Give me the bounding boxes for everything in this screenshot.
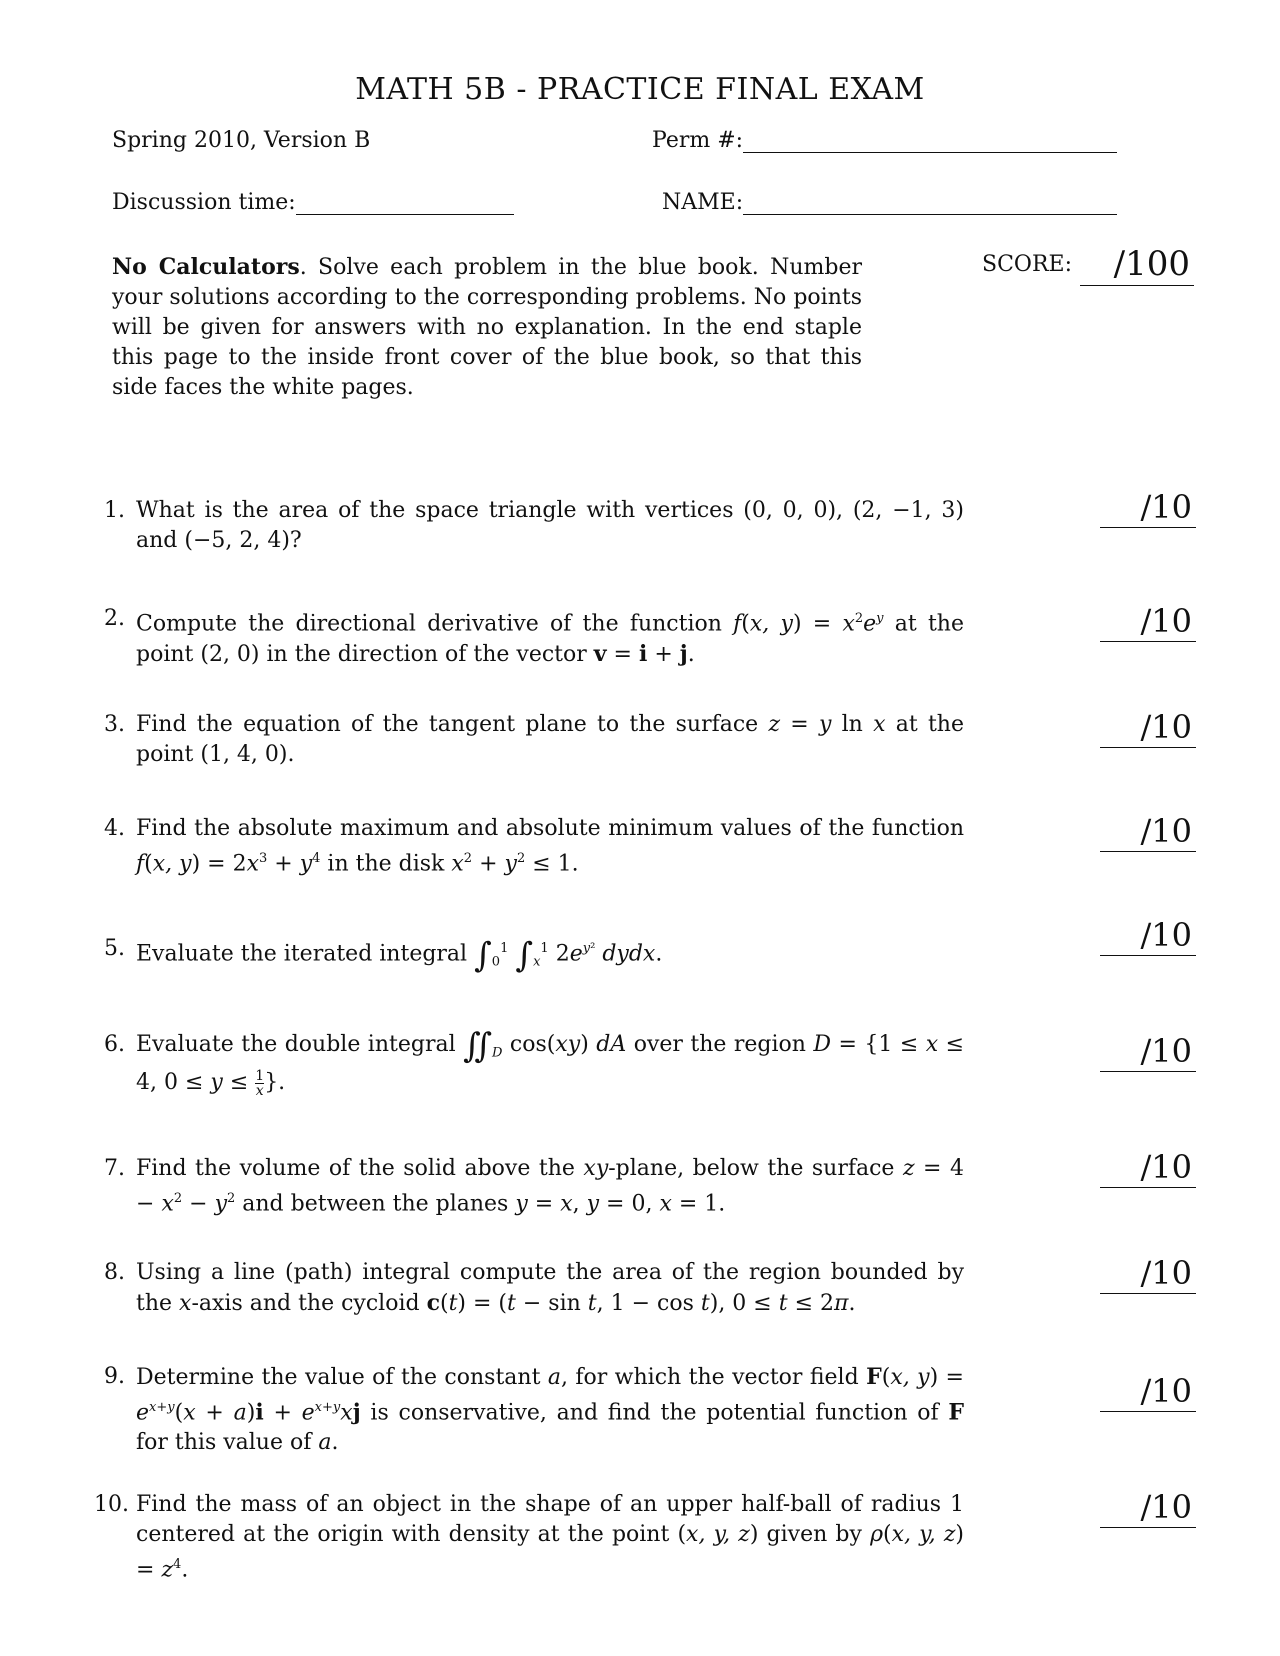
discussion-line: [296, 190, 514, 215]
problem-5-points: /10: [1100, 916, 1196, 956]
problem-6: 6. Evaluate the double integral $∬_D$ cos(xy) dA over the region D = {1 ≤ x ≤ 4, 0 ≤ y ≤ $\frac{1}{x}$ }.: [104, 1026, 965, 1099]
problem-10: 10. Find the mass of an object in the shape of an upper half-ball of radius 1 centered at the origin with density at the point (x, y, z) given by ρ(x, y, $z) = z^4$.: [94, 1492, 964, 1583]
problem-10-points: /10: [1100, 1488, 1196, 1528]
instructions: [112, 252, 862, 403]
problem-4: 4. Find the absolute maximum and absolute minimum values of the function f(x, $y) = 2x^3 + y^4$ in the disk $x^2 + y^2 \le 1$.: [104, 816, 964, 877]
problem-7: 7. Find the volume of the solid above the xy-plane, below the surface $z = 4 - x^2 - y^2$ and between the planes y = x, y = 0, x = 1.: [104, 1156, 964, 1217]
problem-4-points: /10: [1100, 812, 1196, 852]
problem-1: 1. What is the area of the space triangle with vertices (0, 0, 0), (2, −1, 3) and (−5, 2, 4)?: [104, 498, 964, 553]
problem-5: 5. Evaluate the iterated integral $\int_0^1$ $\int_x^1$ $2e^{y^2}$ dydx.: [104, 935, 663, 976]
problem-8-points: /10: [1100, 1254, 1196, 1294]
score-label: SCORE:: [982, 252, 1072, 277]
name-label: NAME:: [662, 190, 744, 215]
name-field: [662, 190, 1117, 215]
problem-9-points: /10: [1100, 1372, 1196, 1412]
problem-9: 9. Determine the value of the constant a, for which the vector field F(x, $y) = e^{x+y}(x + a)i + e^{x+y}xj$ is conservative, and find the potential function of F for this value of a.: [104, 1364, 965, 1456]
discussion-label: Discussion time:: [112, 190, 296, 215]
problem-3-points: /10: [1100, 708, 1196, 748]
perm-line: [743, 128, 1117, 153]
score-total: /100: [1080, 244, 1194, 286]
problem-3: 3. Find the equation of the tangent plane to the surface z = y ln x at the point (1, 4, 0).: [104, 712, 964, 767]
instructions-text: . Solve each problem in the blue book. Number your solutions according to the corresponding problems. No points will be given for answers with no explanation. In the end staple this page to the inside front cover of the blue book, so that this side faces the white pages.: [112, 255, 862, 400]
perm-field: [652, 128, 1117, 153]
perm-label: Perm #:: [652, 128, 744, 153]
problem-1-points: /10: [1100, 488, 1196, 528]
problem-6-points: /10: [1100, 1032, 1196, 1072]
name-line: [743, 190, 1117, 215]
term-label: Spring 2010, Version B: [112, 128, 371, 153]
instructions-bold: No Calculators: [112, 254, 300, 280]
problem-2-points: /10: [1100, 602, 1196, 642]
discussion-field: [112, 190, 514, 215]
problem-7-points: /10: [1100, 1148, 1196, 1188]
problem-2: 2. Compute the directional derivative of the function f(x, $y) = x^2e^y$ at the point (2, 0) in the direction of the vector v = i + j.: [104, 606, 964, 668]
problem-8: 8. Using a line (path) integral compute the area of the region bounded by the x-axis and the cycloid c(t) = (t − sin t, 1 − cos t), 0 ≤ t ≤ 2π.: [104, 1260, 964, 1316]
exam-title: MATH 5B - PRACTICE FINAL EXAM: [355, 72, 925, 107]
